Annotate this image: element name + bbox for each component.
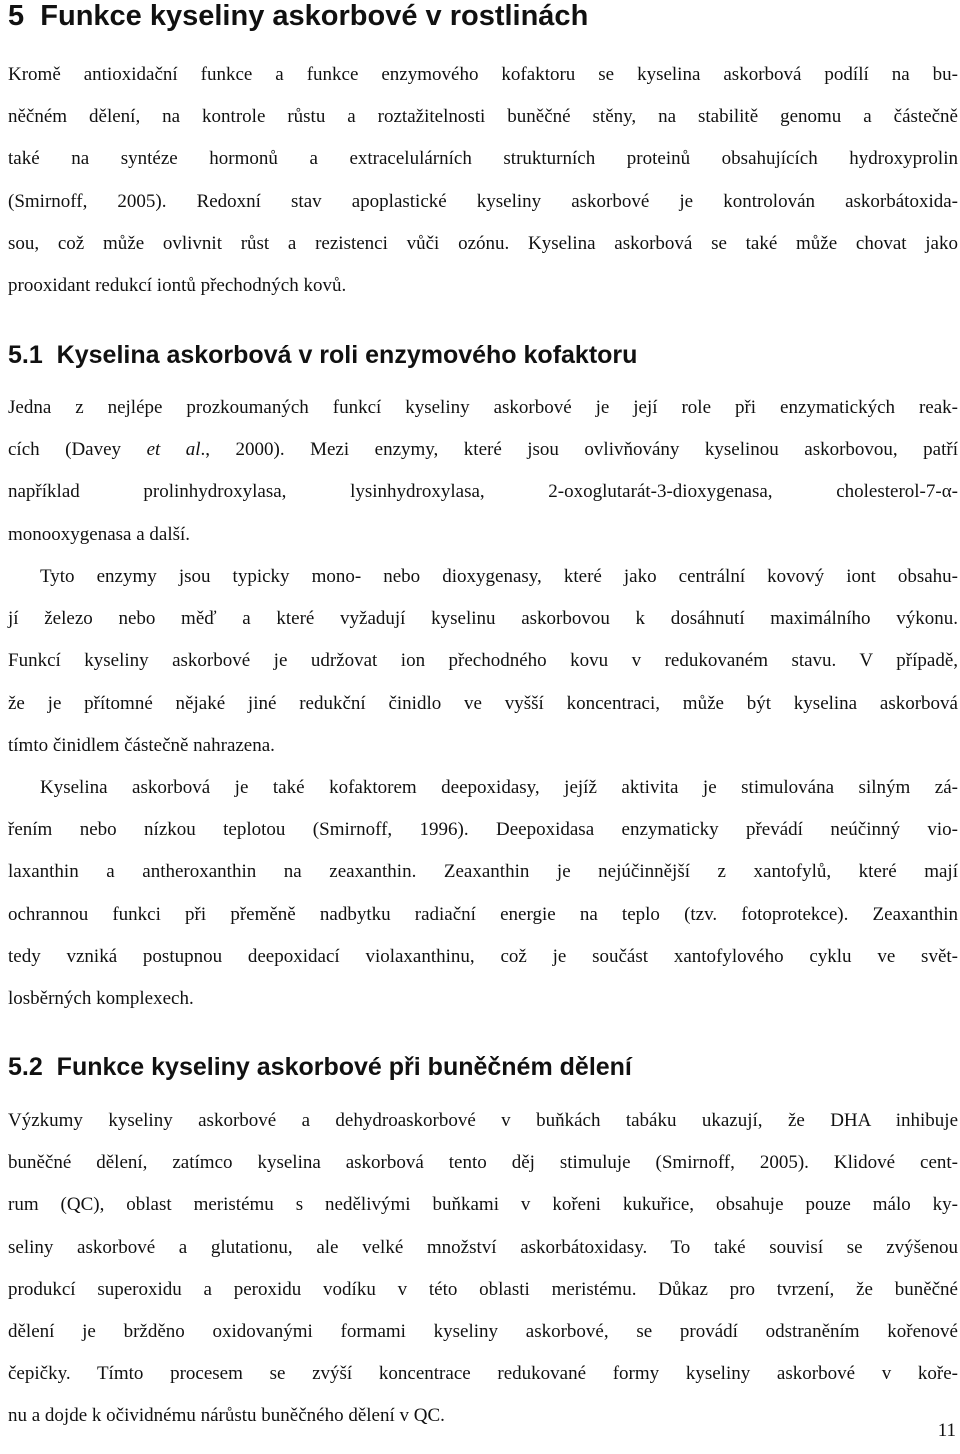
text-line: (Smirnoff, 2005). Redoxní stav apoplastické kyseliny askorbové je kontrolován askorbátoxida- — [8, 190, 958, 212]
text-line: rum (QC), oblast meristému s nedělivými buňkami v kořeni kukuřice, obsahuje pouze málo ky- — [8, 1194, 958, 1216]
section-number: 5.2 — [8, 1053, 43, 1081]
text-line: nu a dojde k očividnému nárůstu buněčného dělení v QC. — [8, 1405, 445, 1427]
text-line: ochrannou funkci při přeměně nadbytku radiační energie na teplo (tzv. fotoprotekce). Zeaxanthin — [8, 903, 958, 925]
page-number: 11 — [937, 1420, 956, 1441]
text-line: Kromě antioxidační funkce a funkce enzymového kofaktoru se kyselina askorbová podílí na bu- — [8, 64, 958, 85]
text-line: monooxygenasa a další. — [8, 523, 191, 545]
text-line: také na syntéze hormonů a extracelulárních strukturních proteinů obsahujících hydroxyprolin — [8, 148, 958, 170]
text-line: například prolinhydroxylasa, lysinhydroxylasa, 2-oxoglutarát-3-dioxygenasa, cholesterol-7-α- — [8, 481, 958, 503]
text-line: sou, což může ovlivnit růst a rezistenci vůči ozónu. Kyselina askorbová se také může chovat jako — [8, 232, 958, 254]
intro-paragraph — [8, 54, 958, 307]
text-line: losběrných komplexech. — [8, 987, 194, 1009]
citation-italic: et al — [146, 439, 201, 461]
text-line: Výzkumy kyseliny askorbové a dehydroaskorbové v buňkách tabáku ukazují, že DHA inhibuje — [8, 1110, 958, 1131]
section1-paragraph-2 — [8, 556, 958, 767]
section1-paragraph-1 — [8, 387, 958, 556]
text-line: prooxidant redukcí iontů přechodných kovů. — [8, 274, 347, 296]
text-line: něčném dělení, na kontrole růstu a roztažitelnosti buněčné stěny, na stabilitě genomu a částečně — [8, 106, 958, 128]
chapter-heading — [8, 0, 588, 32]
section-title: Kyselina askorbová v roli enzymového kofaktoru — [56, 341, 638, 369]
section-heading-5-2 — [8, 1052, 632, 1082]
text-line: Tyto enzymy jsou typicky mono- nebo dioxygenasy, které jako centrální kovový iont obsahu- — [40, 566, 958, 587]
text-line: Kyselina askorbová je také kofaktorem deepoxidasy, jejíž aktivita je stimulována silným zá- — [40, 777, 958, 798]
text-line: dělení je bržděno oxidovanými formami kyseliny askorbové, se provádí odstraněním kořenové — [8, 1320, 958, 1342]
text-line: jí železo nebo měď a které vyžadují kyselinu askorbovou k dosáhnutí maximálního výkonu. — [8, 608, 958, 630]
text-line: produkcí superoxidu a peroxidu vodíku v této oblasti meristému. Důkaz pro tvrzení, že buněčné — [8, 1278, 958, 1300]
text-line: Funkcí kyseliny askorbové je udržovat ion přechodného kovu v redukovaném stavu. V případě, — [8, 650, 958, 672]
text-line: buněčné dělení, zatímco kyselina askorbová tento děj stimuluje (Smirnoff, 2005). Klidové cent- — [8, 1152, 958, 1174]
section2-paragraph-1 — [8, 1100, 958, 1438]
text-line: tedy vzniká postupnou deepoxidací violaxanthinu, což je součást xantofylového cyklu ve svět- — [8, 945, 958, 967]
text-line: řením nebo nízkou teplotou (Smirnoff, 1996). Deepoxidasa enzymaticky převádí neúčinný vio- — [8, 819, 958, 841]
chapter-number: 5 — [8, 0, 25, 32]
section-number: 5.1 — [8, 341, 43, 369]
chapter-title: Funkce kyseliny askorbové v rostlinách — [40, 0, 589, 32]
text-line: cích (Davey et al., 2000). Mezi enzymy, které jsou ovlivňovány kyselinou askorbovou, patří — [8, 439, 958, 461]
text-line: laxanthin a antheroxanthin na zeaxanthin. Zeaxanthin je nejúčinnější z xantofylů, které mají — [8, 861, 958, 883]
section-title: Funkce kyseliny askorbové při buněčném dělení — [56, 1053, 632, 1081]
text-line: Jedna z nejlépe prozkoumaných funkcí kyseliny askorbové je její role při enzymatických reak- — [8, 397, 958, 418]
text-line: tímto činidlem částečně nahrazena. — [8, 734, 275, 756]
text-line: čepičky. Tímto procesem se zvýší koncentrace redukované formy kyseliny askorbové v koře- — [8, 1363, 958, 1385]
text-line: seliny askorbové a glutationu, ale velké množství askorbátoxidasy. To také souvisí se zvýšenou — [8, 1236, 958, 1258]
text-line: že je přítomné nějaké jiné redukční činidlo ve vyšší koncentraci, může být kyselina askorbová — [8, 692, 958, 714]
section-heading-5-1 — [8, 340, 637, 370]
section1-paragraph-3 — [8, 767, 958, 1020]
